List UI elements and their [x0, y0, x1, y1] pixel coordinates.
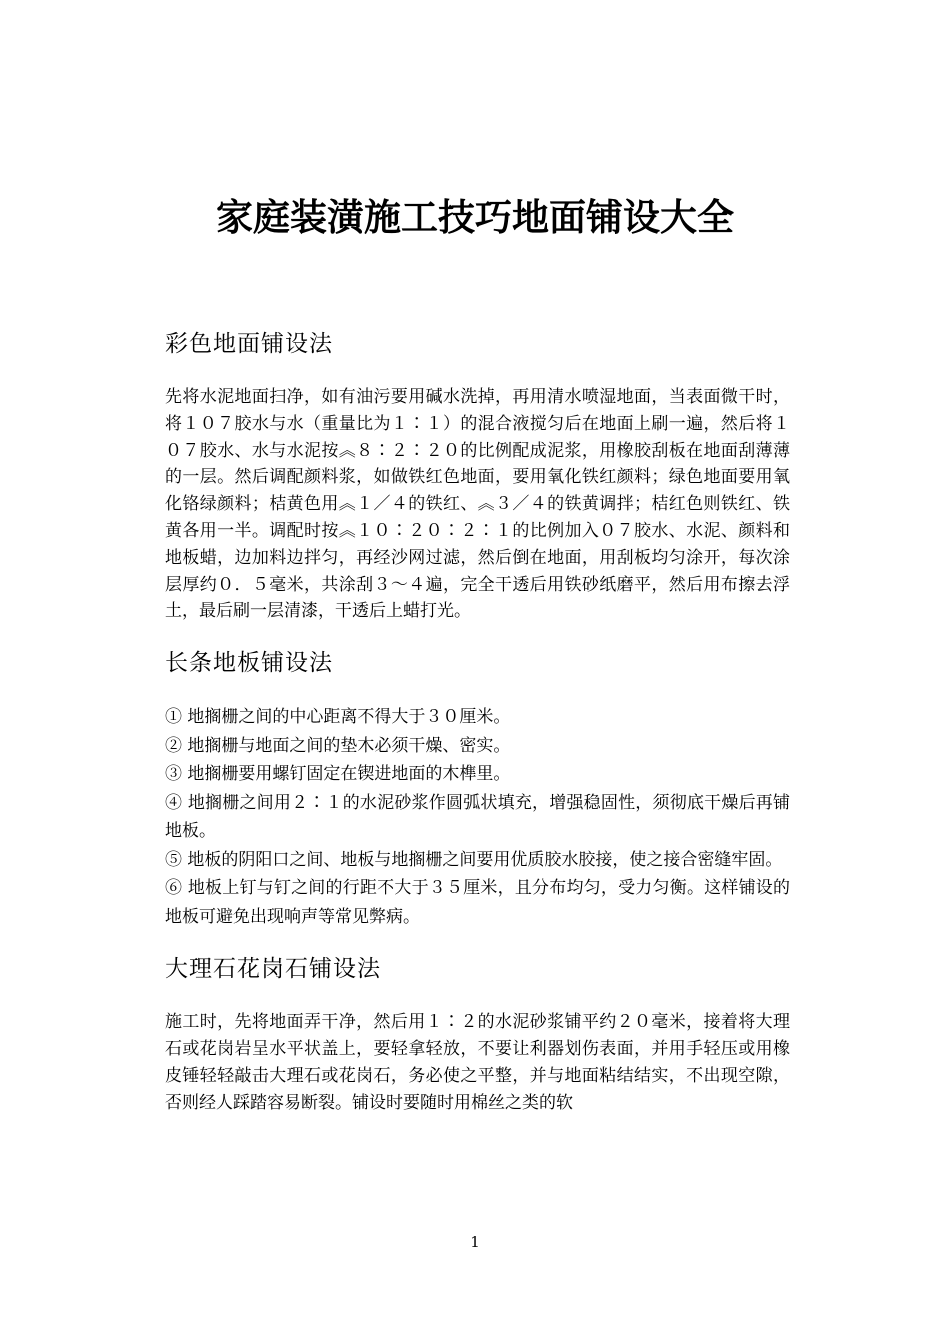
section-paragraph: 施工时，先将地面弄干净，然后用１∶２的水泥砂浆铺平约２０毫米，接着将大理石或花岗岩呈水平状盖上，要轻拿轻放，不要让利器划伤表面，并用手轻压或用橡皮锤轻轻敲击大理石或花岗石，务必使之平整，并与地面粘结结实，不出现空隙，否则经人踩踏容易断裂。铺设时要随时用棉丝之类的软: [165, 1012, 790, 1113]
step-list: [165, 703, 790, 931]
document-body: [165, 320, 790, 1130]
list-item: ④ 地搁栅之间用２∶１的水泥砂浆作圆弧状填充，增强稳固性，须彻底干燥后再铺地板。: [165, 792, 790, 842]
section-heading: 彩色地面铺设法: [165, 331, 333, 357]
section-paragraph: 先将水泥地面扫净，如有油污要用碱水洗掉，再用清水喷湿地面，当表面微干时，将１０７胶水与水（重量比为１∶１）的混合液搅匀后在地面上刷一遍，然后将１０７胶水、水与水泥按︽８∶２∶２０的比例配成泥浆，用橡胶刮板在地面刮薄薄的一层。然后调配颜料浆，如做铁红色地面，要用氧化铁红颜料；绿色地面要用氧化铬绿颜料；桔黄色用︽１／４的铁红、︽３／４的铁黄调拌；桔红色则铁红、铁黄各用一半。调配时按︽１０∶２０∶２∶１的比例加入０７胶水、水泥、颜料和地板蜡，边加料边拌匀，再经沙网过滤，然后倒在地面，用刮板均匀涂开，每次涂层厚约０．５毫米，共涂刮３～４遍，完全干透后用铁砂纸磨平，然后用布擦去浮土，最后刷一层清漆，干透后上蜡打光。: [165, 387, 790, 622]
list-item: ⑥ 地板上钉与钉之间的行距不大于３５厘米，且分布均匀，受力匀衡。这样铺设的地板可避免出现响声等常见弊病。: [165, 878, 790, 927]
page-number: 1: [470, 1233, 480, 1251]
section-strip-floor: [165, 639, 790, 931]
section-marble-granite: [165, 945, 790, 1116]
section-color-floor: [165, 320, 790, 625]
section-heading: 长条地板铺设法: [165, 650, 333, 677]
document-title: 家庭装潢施工技巧地面铺设大全: [216, 196, 734, 239]
list-item: ② 地搁栅与地面之间的垫木必须干燥、密实。: [165, 735, 511, 756]
list-item: ① 地搁栅之间的中心距离不得大于３０厘米。: [165, 707, 511, 728]
list-item: ⑤ 地板的阴阳口之间、地板与地搁栅之间要用优质胶水胶接，使之接合密缝牢固。: [165, 849, 783, 870]
section-heading: 大理石花岗石铺设法: [165, 956, 381, 983]
list-item: ③ 地搁栅要用螺钉固定在锲进地面的木榫里。: [165, 764, 511, 785]
